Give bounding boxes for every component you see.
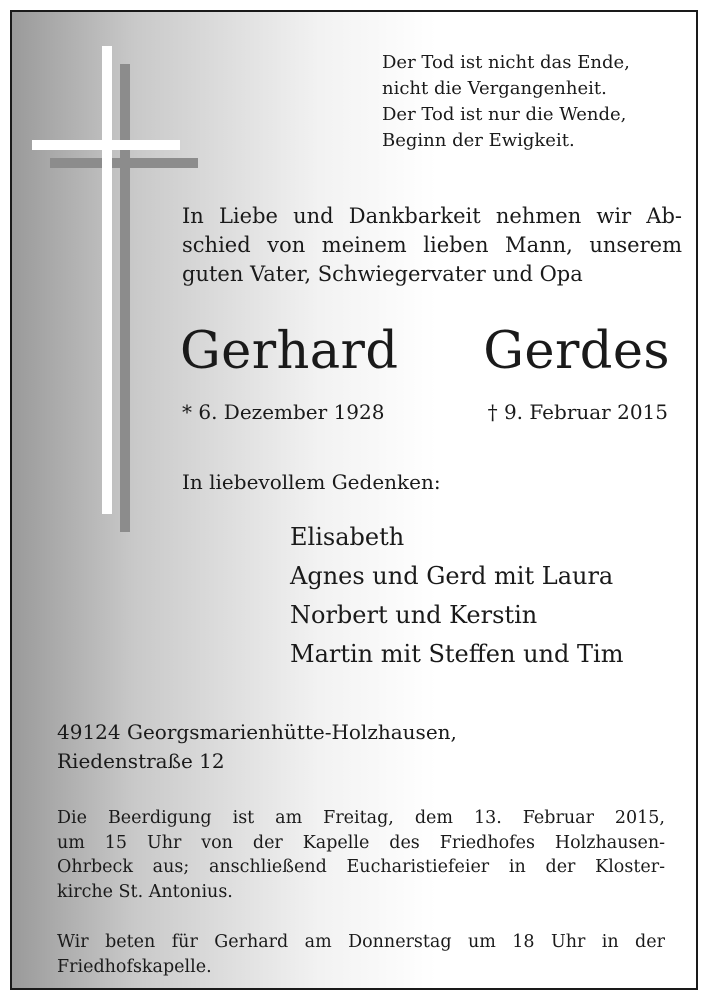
prayer-info — [57, 930, 665, 979]
memory-heading: In liebevollem Gedenken: — [182, 470, 441, 494]
address — [57, 718, 457, 776]
address-line: 49124 Georgsmarienhütte-Holzhausen, — [57, 720, 457, 744]
prayer-line: Wir beten für Gerhard am Donnerstag um 18 Uhr in der — [57, 932, 665, 952]
family-list — [290, 518, 680, 674]
intro-line: guten Vater, Schwiegervater und Opa — [182, 262, 583, 286]
family-member: Elisabeth — [290, 523, 405, 551]
death-date: † 9. Februar 2015 — [487, 400, 668, 424]
cross-shadow-vertical — [120, 64, 130, 532]
funeral-line: kirche St. Antonius. — [57, 881, 233, 902]
family-member: Norbert und Kerstin — [290, 601, 538, 629]
verse-line: Der Tod ist nur die Wende, — [382, 104, 627, 125]
intro-line: In Liebe und Dankbarkeit nehmen wir Ab- — [182, 204, 682, 228]
intro-text — [182, 202, 682, 289]
family-member: Agnes und Gerd mit Laura — [290, 562, 614, 590]
family-member: Martin mit Steffen und Tim — [290, 640, 624, 668]
address-line: Riedenstraße 12 — [57, 749, 225, 773]
verse-line: Der Tod ist nicht das Ende, — [382, 52, 630, 73]
deceased-name: Gerhard Gerdes — [180, 322, 670, 381]
verse-line: nicht die Vergangenheit. — [382, 78, 607, 99]
birth-date: * 6. Dezember 1928 — [182, 400, 385, 424]
intro-line: schied von meinem lieben Mann, unserem — [182, 233, 682, 257]
obituary-notice — [10, 10, 698, 990]
funeral-line: Die Beerdigung ist am Freitag, dem 13. Februar 2015, — [57, 808, 665, 828]
verse — [382, 50, 682, 154]
cross-shadow-horizontal — [50, 158, 198, 168]
funeral-line: Ohrbeck aus; anschließend Eucharistiefeier in der Kloster- — [57, 857, 665, 877]
funeral-info — [57, 806, 665, 904]
verse-line: Beginn der Ewigkeit. — [382, 130, 575, 151]
prayer-line: Friedhofskapelle. — [57, 956, 212, 977]
cross-icon — [102, 46, 112, 514]
funeral-line: um 15 Uhr von der Kapelle des Friedhofes Holzhausen- — [57, 832, 665, 853]
cross-icon-bar — [32, 140, 180, 150]
